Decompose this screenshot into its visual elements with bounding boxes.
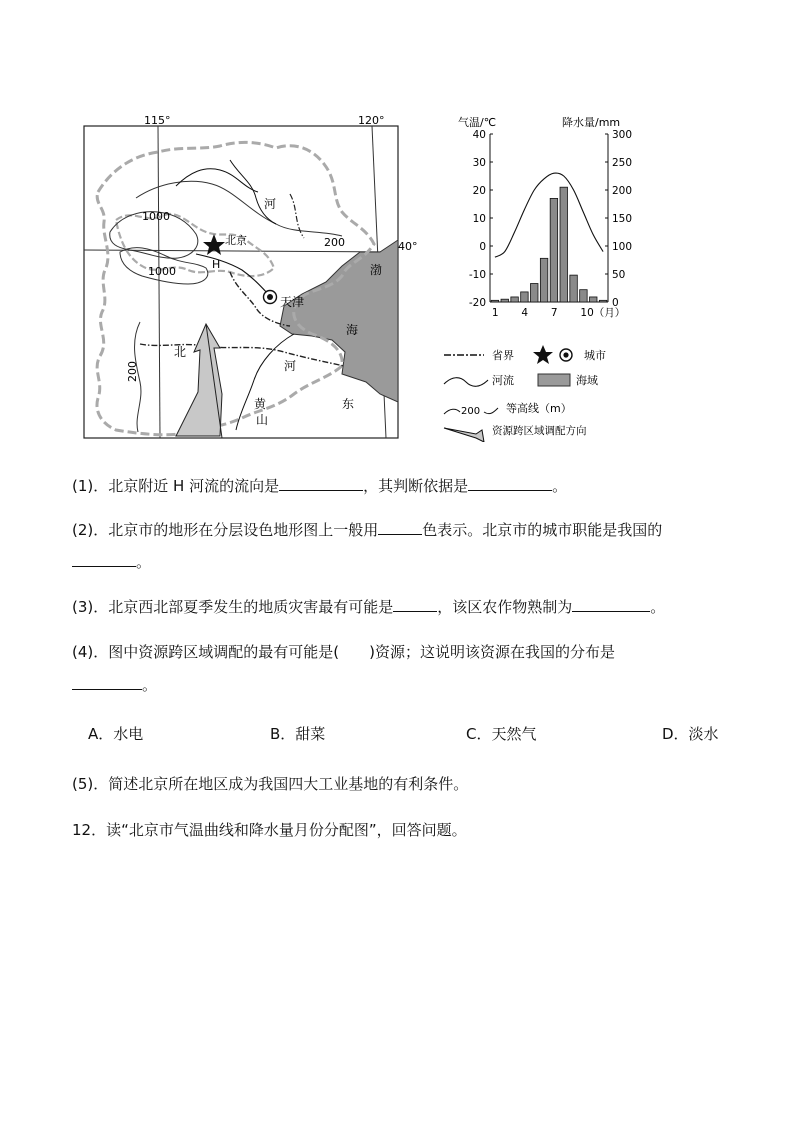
q2-text-a: (2)．北京市的地形在分层设色地形图上一般用: [72, 521, 379, 539]
right-tick-6: 0: [612, 297, 619, 309]
q4-text-c: 。: [142, 676, 158, 694]
transfer-arrow-shape: [176, 324, 222, 436]
option-b[interactable]: B．甜菜: [270, 725, 326, 743]
q2-text-c: 。: [136, 553, 152, 571]
legend-contour-label: 等高线（m）: [506, 402, 572, 415]
question-1: [72, 476, 567, 496]
right-tick-3: 150: [612, 213, 633, 225]
precip-bar-month-5: [531, 284, 538, 302]
x-tick-2: 7: [550, 307, 558, 319]
map: [84, 114, 418, 438]
right-tick-0: 300: [612, 129, 633, 141]
option-c[interactable]: C．天然气: [466, 725, 537, 743]
bei-label: 北: [174, 345, 187, 359]
beijing-label: 北京: [225, 234, 247, 247]
question-12: 12．读“北京市气温曲线和降水量月份分配图”，回答问题。: [72, 821, 467, 839]
contour-1000-b-label: 1000: [148, 265, 176, 278]
q4-blank[interactable]: [72, 675, 142, 690]
river-north-a: [176, 169, 258, 192]
left-tick-3: 10: [472, 213, 486, 225]
legend-transfer-arrow: [444, 428, 484, 442]
left-tick-0: 40: [472, 129, 486, 141]
legend: [444, 345, 606, 442]
shan-label: 山: [256, 413, 269, 427]
x-tick-1: 4: [521, 307, 529, 319]
q2-text-b: 色表示。北京市的城市职能是我国的: [422, 521, 663, 539]
right-tick-2: 200: [612, 185, 633, 197]
q3-text-a: (3)．北京西北部夏季发生的地质灾害最有可能是: [72, 598, 394, 616]
left-tick-2: 20: [472, 185, 486, 197]
x-tick-0: 1: [491, 307, 499, 319]
q3-text-b: ，该区农作物熟制为: [437, 598, 573, 616]
bo-label: 渤: [370, 263, 383, 277]
map-and-chart: [80, 112, 640, 442]
precip-bar-month-3: [511, 297, 518, 302]
river-h-label: H: [212, 258, 221, 271]
q3-text-c: 。: [650, 598, 666, 616]
option-d[interactable]: D．淡水: [662, 725, 719, 743]
question-3: [72, 597, 665, 617]
right-tick-5: 50: [612, 269, 626, 281]
precip-bar-month-2: [501, 299, 508, 302]
q1-text-a: (1)．北京附近 H 河流的流向是: [72, 477, 280, 495]
huang-label: 黄: [254, 397, 267, 411]
left-tick-1: 30: [472, 157, 486, 169]
q4-text-b: )资源；这说明该资源在我国的分布是: [369, 643, 615, 661]
precip-bar-month-10: [580, 290, 587, 302]
legend-contour-line-a: [444, 409, 460, 414]
legend-river-line: [444, 378, 488, 387]
precip-axis-label: 降水量/mm: [562, 116, 621, 129]
question-2: [72, 520, 662, 540]
river-north-b: [230, 160, 276, 224]
x-tick-3: 10（月）: [580, 307, 626, 319]
precip-bar-month-8: [560, 187, 567, 302]
q1-text-c: 。: [552, 477, 568, 495]
legend-city-label: 城市: [584, 349, 606, 362]
x-tick-labels: [492, 307, 625, 319]
q3-blank-1[interactable]: [393, 597, 437, 612]
q1-blank-1[interactable]: [279, 476, 363, 491]
hebei-shandong-boundary: [140, 344, 344, 366]
question-5: (5)．简述北京所在地区成为我国四大工业基地的有利条件。: [72, 775, 469, 793]
left-tick-labels: [469, 129, 493, 309]
left-tick-4: 0: [479, 241, 486, 253]
precip-bar-month-11: [590, 297, 597, 302]
meridian-115: [158, 126, 160, 438]
legend-city-dot: [563, 352, 568, 357]
contour-1000-a-label: 1000: [142, 210, 170, 223]
legend-star-icon: [533, 345, 553, 364]
he-label-1: 河: [264, 197, 277, 211]
precip-bar-month-6: [540, 258, 547, 302]
temp-axis-label: 气温/℃: [458, 116, 497, 129]
right-tick-labels: [605, 129, 632, 309]
contour-200-a-label: 200: [324, 236, 345, 249]
option-a[interactable]: A．水电: [88, 725, 144, 743]
q2-blank-1[interactable]: [378, 520, 422, 535]
precip-bar-month-1: [491, 300, 498, 302]
figure-area: [80, 112, 640, 442]
legend-river-label: 河流: [492, 374, 514, 387]
left-tick-5: -10: [468, 269, 486, 281]
legend-sea-swatch: [538, 374, 570, 386]
tianjin-city-dot: [267, 294, 273, 300]
legend-boundary-label: 省界: [492, 349, 514, 362]
contour-200-b-label: 200: [126, 361, 139, 382]
question-4-cont: [72, 675, 157, 695]
precip-bar-month-4: [521, 292, 528, 302]
precip-bar-month-7: [550, 198, 557, 302]
contour-200-a: [136, 181, 342, 236]
beijing-star-icon: [203, 234, 225, 255]
right-tick-1: 250: [612, 157, 633, 169]
dong-label: 东: [342, 397, 355, 411]
beijing-boundary: [116, 214, 274, 276]
temperature-curve: [495, 173, 603, 257]
q1-text-b: ，其判断依据是: [363, 477, 469, 495]
lon-120-label: 120°: [358, 114, 385, 127]
legend-transfer-label: 资源跨区域调配方向: [492, 425, 587, 437]
precip-bar-month-12: [599, 300, 606, 302]
he-label-2: 河: [284, 359, 297, 373]
legend-contour-line-b: [484, 408, 498, 414]
tianjin-label: 天津: [280, 295, 305, 309]
lon-115-label: 115°: [144, 114, 171, 127]
q3-blank-2[interactable]: [572, 597, 650, 612]
legend-contour-value: 200: [461, 406, 481, 417]
precip-bar-month-9: [570, 275, 577, 302]
q1-blank-2[interactable]: [468, 476, 552, 491]
hai-label: 海: [346, 323, 359, 337]
question-2-cont: [72, 552, 151, 572]
q2-blank-2[interactable]: [72, 552, 136, 567]
legend-sea-label: 海域: [576, 374, 598, 387]
question-4: [72, 642, 615, 662]
climate-chart: [458, 115, 632, 319]
right-tick-4: 100: [612, 241, 633, 253]
lat-40-label: 40°: [398, 240, 418, 253]
left-tick-6: -20: [468, 297, 486, 309]
q4-text-a: (4)．图中资源跨区域调配的最有可能是(: [72, 643, 340, 661]
